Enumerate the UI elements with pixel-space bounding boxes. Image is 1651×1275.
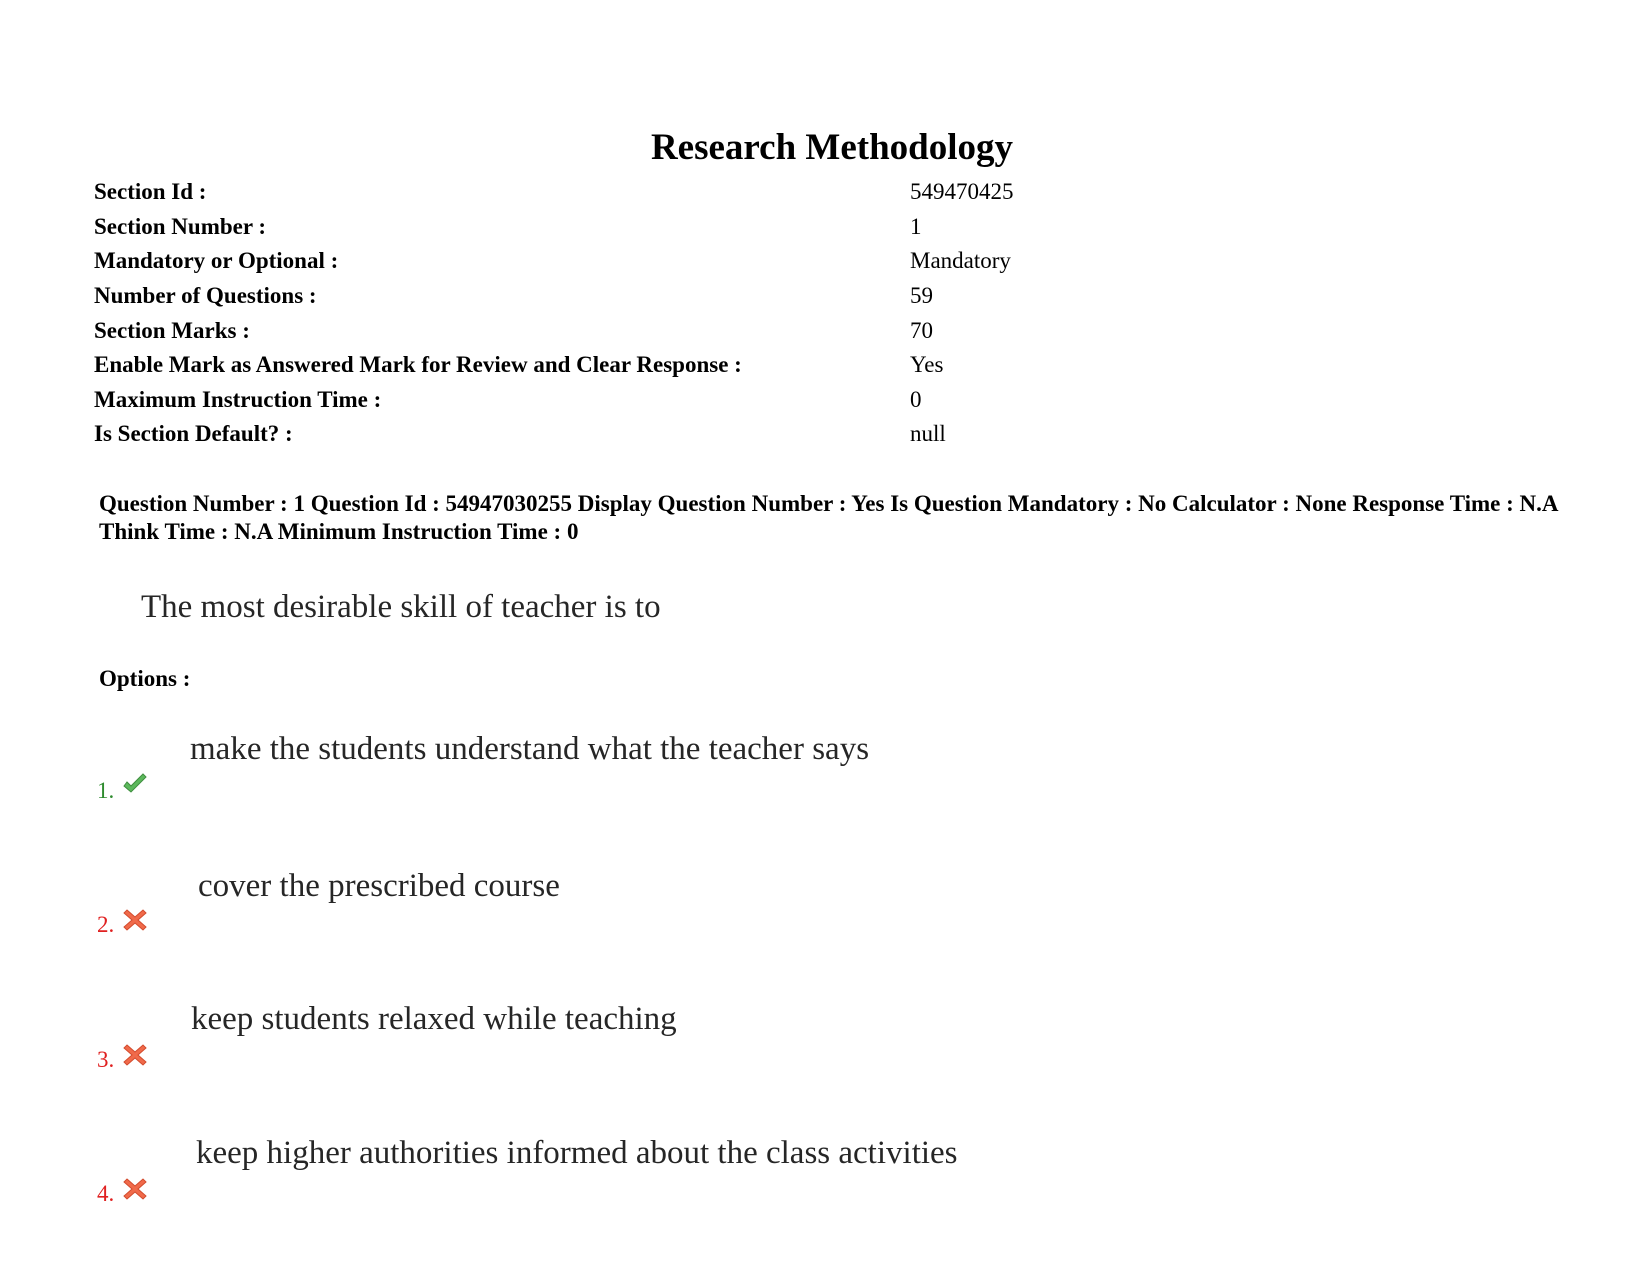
option-text: cover the prescribed course — [198, 868, 560, 904]
section-info-label: Is Section Default? : — [94, 421, 293, 447]
section-info-label: Mandatory or Optional : — [94, 248, 339, 274]
section-info-value: 1 — [910, 213, 922, 239]
section-info-row — [94, 348, 1094, 383]
option-number: 3. — [97, 1047, 115, 1072]
option-text: keep students relaxed while teaching — [191, 1001, 677, 1037]
section-info-value: 0 — [910, 386, 922, 412]
options-label: Options : — [99, 666, 191, 691]
section-info-row — [94, 244, 1094, 279]
option-item — [97, 862, 1197, 942]
section-info-row — [94, 175, 1094, 210]
section-info-row — [94, 383, 1094, 418]
section-info-label: Enable Mark as Answered Mark for Review and Clear Response : — [94, 352, 742, 378]
option-number: 4. — [97, 1181, 115, 1206]
section-info-value: Mandatory — [910, 248, 1011, 274]
cross-icon — [122, 907, 148, 933]
cross-icon — [122, 1042, 148, 1068]
cross-icon — [122, 1176, 148, 1202]
section-info-value: 70 — [910, 317, 933, 343]
section-info-label: Section Marks : — [94, 317, 250, 343]
section-info-row — [94, 417, 1094, 452]
section-info-label: Section Id : — [94, 179, 207, 205]
section-info-value: 549470425 — [910, 179, 1014, 205]
section-info-label: Number of Questions : — [94, 283, 317, 309]
option-item — [97, 725, 1197, 805]
section-info-value: null — [910, 421, 946, 447]
option-number: 1. — [97, 778, 115, 803]
section-info-table — [94, 175, 1094, 452]
option-item — [97, 996, 1197, 1076]
check-icon — [122, 772, 148, 798]
section-info-label: Maximum Instruction Time : — [94, 386, 382, 412]
section-info-label: Section Number : — [94, 213, 267, 239]
option-text: keep higher authorities informed about the class activities — [196, 1135, 958, 1171]
section-info-row — [94, 210, 1094, 245]
section-info-row — [94, 313, 1094, 348]
option-number: 2. — [97, 912, 115, 937]
question-text: The most desirable skill of teacher is to — [141, 589, 661, 625]
option-item — [97, 1130, 1197, 1210]
section-info-value: Yes — [910, 352, 944, 378]
section-info-row — [94, 279, 1094, 314]
section-info-value: 59 — [910, 283, 933, 309]
question-header: Question Number : 1 Question Id : 54947030255 Display Question Number : Yes Is Question Mandatory : No Calculator : None Response Time : N.A Think Time : N.A Minimum Instruction Time : 0 — [99, 491, 1558, 544]
page-title: Research Methodology — [650, 127, 1014, 168]
option-text: make the students understand what the teacher says — [190, 731, 870, 767]
